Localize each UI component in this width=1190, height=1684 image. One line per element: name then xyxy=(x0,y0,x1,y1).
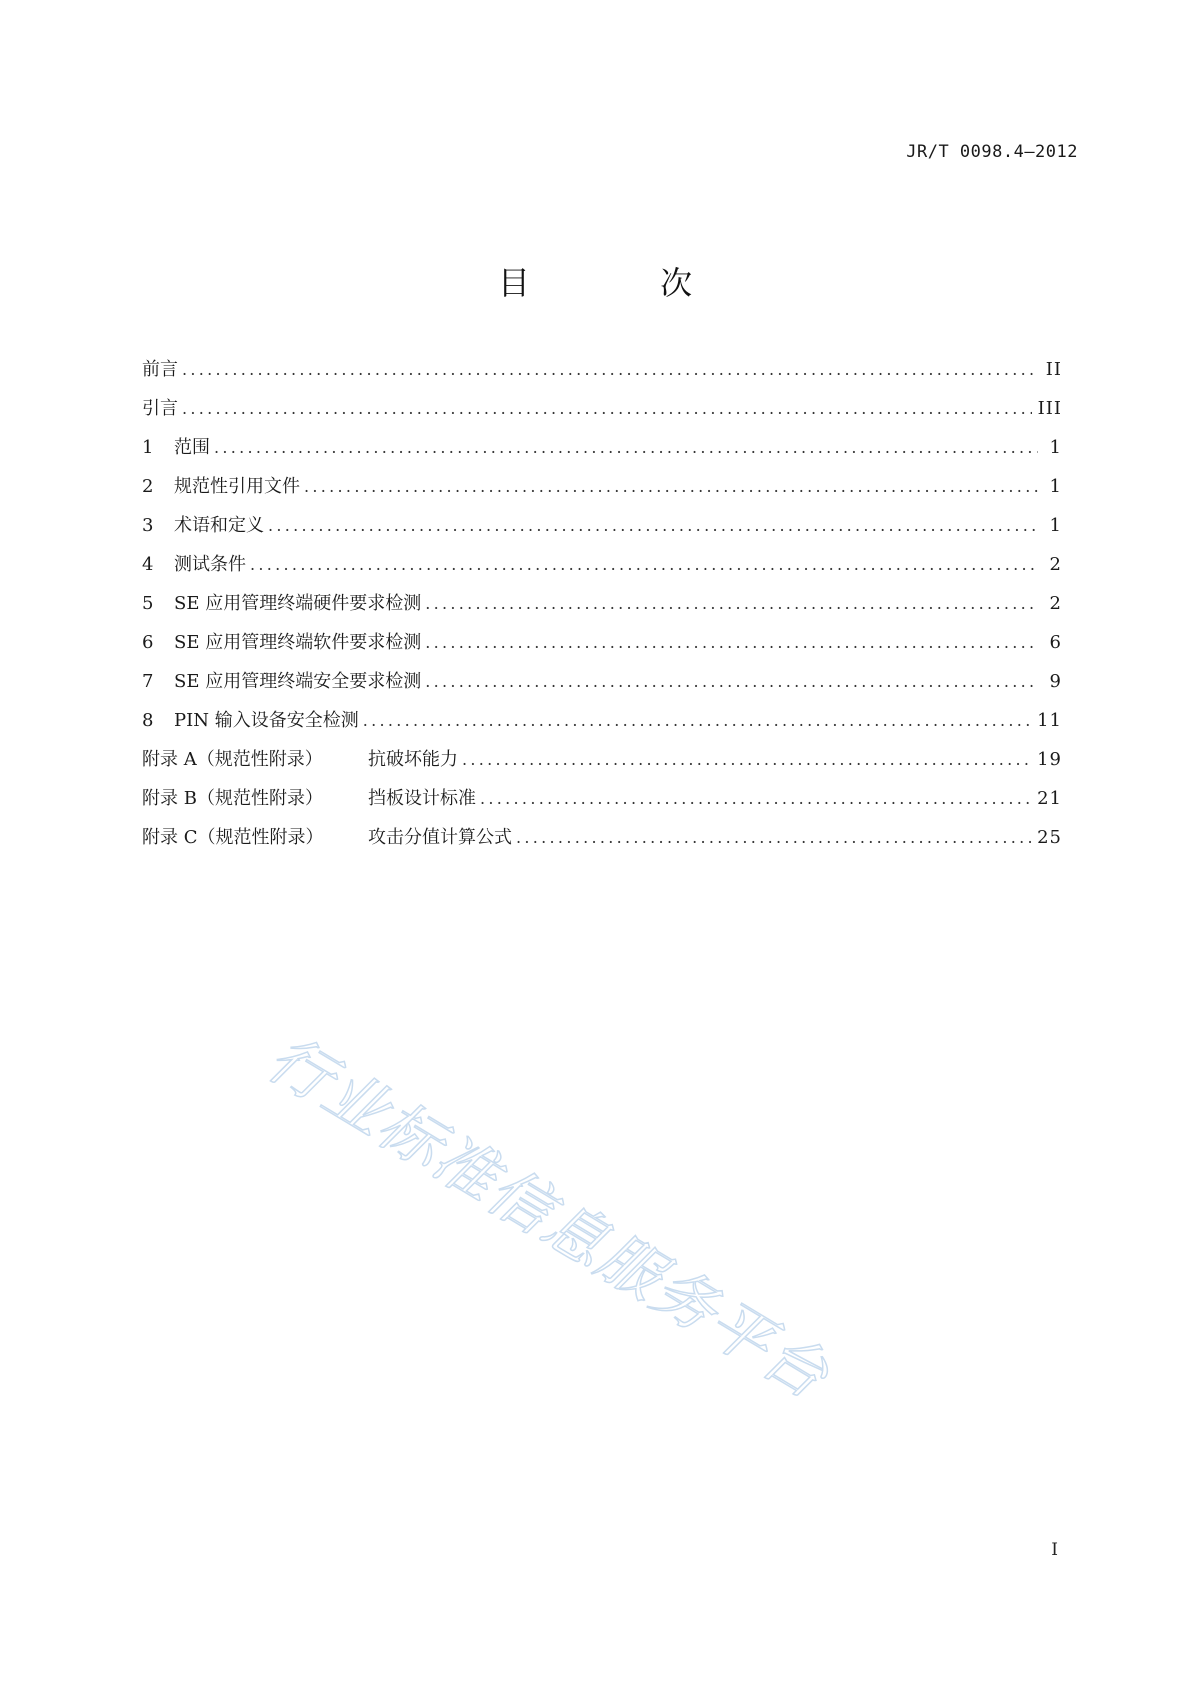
watermark: 行业标准信息服务平台 xyxy=(255,1021,842,1414)
toc-entry-title: 范围 xyxy=(174,437,210,458)
toc-entry[interactable] xyxy=(142,827,1062,866)
toc-entry-title: 挡板设计标准 xyxy=(368,788,476,809)
toc-entry-number: 2 xyxy=(142,476,154,497)
toc-entry-label xyxy=(142,632,421,654)
toc-entry-page: 11 xyxy=(1037,710,1062,731)
toc-entry-number: 5 xyxy=(142,593,154,614)
toc-entry[interactable] xyxy=(142,359,1062,398)
toc-entry-title: 抗破坏能力 xyxy=(368,749,458,770)
toc-entry-page: 2 xyxy=(1049,554,1062,575)
toc-entry[interactable] xyxy=(142,476,1062,515)
toc-entry-number: 6 xyxy=(142,632,154,653)
toc-entry-page: 2 xyxy=(1049,593,1062,614)
table-of-contents xyxy=(142,359,1062,866)
toc-entry-title: 引言 xyxy=(142,398,178,419)
toc-entry-page: 1 xyxy=(1049,476,1062,497)
page-title: 目 次 xyxy=(497,264,753,302)
toc-entry-page: 1 xyxy=(1049,437,1062,458)
toc-entry-label xyxy=(142,593,421,615)
toc-entry-label xyxy=(142,710,359,732)
toc-entry-title: 术语和定义 xyxy=(174,515,264,536)
toc-entry-page: II xyxy=(1045,359,1062,380)
dot-leader xyxy=(250,554,1038,576)
toc-entry[interactable] xyxy=(142,710,1062,749)
toc-entry-title: 前言 xyxy=(142,359,178,380)
toc-entry-label xyxy=(142,749,458,771)
dot-leader xyxy=(214,437,1038,459)
toc-entry[interactable] xyxy=(142,398,1062,437)
toc-entry[interactable] xyxy=(142,671,1062,710)
toc-entry[interactable] xyxy=(142,593,1062,632)
toc-entry-number: 8 xyxy=(142,710,154,731)
toc-entry-number: 3 xyxy=(142,515,154,536)
toc-entry-label xyxy=(142,827,512,849)
dot-leader xyxy=(480,788,1031,810)
dot-leader xyxy=(363,710,1031,732)
toc-entry-page: 25 xyxy=(1037,827,1062,848)
toc-entry-appendix-prefix: 附录 A（规范性附录） xyxy=(142,749,323,770)
toc-entry-title: 攻击分值计算公式 xyxy=(368,827,512,848)
toc-entry-appendix-prefix: 附录 B（规范性附录） xyxy=(142,788,323,809)
toc-entry-appendix-prefix: 附录 C（规范性附录） xyxy=(142,827,324,848)
toc-entry-page: III xyxy=(1037,398,1062,419)
toc-entry[interactable] xyxy=(142,515,1062,554)
dot-leader xyxy=(182,398,1032,420)
toc-entry-title: PIN 输入设备安全检测 xyxy=(174,710,359,731)
toc-entry-label xyxy=(142,476,300,498)
dot-leader xyxy=(425,632,1038,654)
toc-entry-number: 4 xyxy=(142,554,154,575)
toc-entry[interactable] xyxy=(142,437,1062,476)
toc-entry[interactable] xyxy=(142,554,1062,593)
toc-entry-page: 19 xyxy=(1037,749,1062,770)
toc-entry-number: 1 xyxy=(142,437,154,458)
toc-entry[interactable] xyxy=(142,749,1062,788)
dot-leader xyxy=(462,749,1031,771)
dot-leader xyxy=(268,515,1038,537)
toc-entry-title: SE 应用管理终端软件要求检测 xyxy=(174,632,422,653)
dot-leader xyxy=(516,827,1031,849)
toc-entry-title: SE 应用管理终端安全要求检测 xyxy=(174,671,422,692)
page-number: I xyxy=(1051,1540,1058,1560)
toc-entry-title: SE 应用管理终端硬件要求检测 xyxy=(174,593,422,614)
toc-entry-label xyxy=(142,398,178,420)
dot-leader xyxy=(304,476,1038,498)
toc-entry[interactable] xyxy=(142,632,1062,671)
dot-leader xyxy=(425,671,1038,693)
standard-code: JR/T 0098.4—2012 xyxy=(906,142,1078,162)
toc-entry-label xyxy=(142,359,178,381)
toc-entry-number: 7 xyxy=(142,671,154,692)
toc-entry[interactable] xyxy=(142,788,1062,827)
toc-entry-label xyxy=(142,788,476,810)
toc-entry-label xyxy=(142,515,264,537)
toc-entry-title: 测试条件 xyxy=(174,554,246,575)
toc-entry-label xyxy=(142,554,246,576)
toc-entry-label xyxy=(142,671,421,693)
toc-entry-page: 9 xyxy=(1049,671,1062,692)
toc-entry-label xyxy=(142,437,210,459)
toc-entry-page: 21 xyxy=(1037,788,1062,809)
toc-entry-page: 1 xyxy=(1049,515,1062,536)
toc-entry-title: 规范性引用文件 xyxy=(174,476,300,497)
toc-entry-page: 6 xyxy=(1049,632,1062,653)
dot-leader xyxy=(182,359,1038,381)
dot-leader xyxy=(425,593,1038,615)
